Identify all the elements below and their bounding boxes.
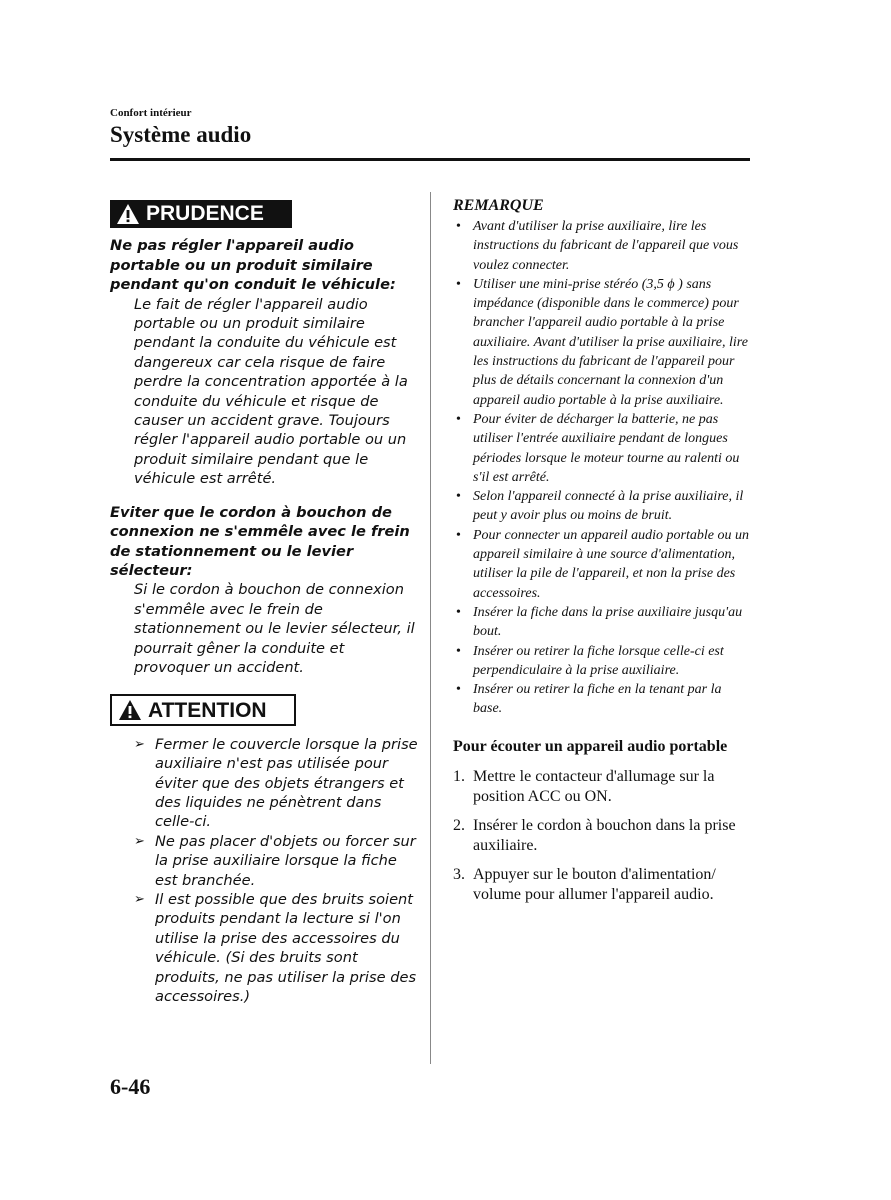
prudence-label [110, 200, 292, 228]
remarque-item [453, 410, 753, 487]
prudence-text-2: Si le cordon à bouchon de connexion s'emmêle avec le frein de stationnement ou le levier sélecteur, il pourrait gêner la conduite et provoquer un accident. [134, 581, 415, 676]
bullet-icon: • [456, 411, 461, 427]
prudence-lead-1: Ne pas régler l'appareil audio portable ou un produit similaire pendant qu'on conduit le véhicule: [110, 237, 396, 294]
header-rule [110, 158, 750, 161]
remarque-item [453, 603, 753, 642]
prudence-lead-2: Eviter que le cordon à bouchon de connexion ne s'emmêle avec le frein de stationnement ou le levier sélecteur: [110, 503, 410, 579]
step-text: Appuyer sur le bouton d'alimentation/ volume pour allumer l'appareil audio. [473, 866, 716, 904]
arrow-bullet-icon: ➢ [134, 736, 145, 752]
section-heading: Pour écouter un appareil audio portable [453, 737, 728, 755]
attention-item-text: Il est possible que des bruits soient produits pendant la lecture si l'on utilise la prise des accessoires du véhicule. (Si des bruits sont produits, ne pas utiliser la prise des accessoires.) [155, 891, 417, 1006]
remarque-item [453, 680, 753, 719]
warning-icon [118, 699, 142, 721]
step-number: 1. [453, 768, 465, 786]
remarque-item-text: Pour éviter de décharger la batterie, ne pas utiliser l'entrée auxiliaire pendant de longues périodes lorsque le moteur tourne au ralenti ou s'il est arrêté. [473, 411, 740, 485]
prudence-text-1: Le fait de régler l'appareil audio portable ou un produit similaire pendant la conduite du véhicule est dangereux car cela risque de faire perdre la concentration apportée à la conduite du véhicule et risque de causer un accident grave. Toujours régler l'appareil audio portable ou un produit similaire pendant que le véhicule est arrêté. [134, 295, 408, 488]
remarque-item [453, 526, 753, 603]
step-item [453, 767, 753, 807]
remarque-list [453, 217, 753, 719]
step-item [453, 816, 753, 856]
attention-item-text: Fermer le couvercle lorsque la prise auxiliaire n'est pas utilisée pour éviter que des objets étrangers et des liquides ne pénètrent dans celle-ci. [155, 735, 418, 831]
arrow-bullet-icon: ➢ [134, 892, 145, 907]
bullet-icon: • [456, 219, 461, 234]
section-label: Confort intérieur [110, 107, 192, 119]
remarque-item-text: Pour connecter un appareil audio portable ou un appareil similaire à une source d'alimentation, utiliser la pile de l'appareil, et non la prise des accessoires. [473, 527, 749, 601]
remarque-item-text: Selon l'appareil connecté à la prise auxiliaire, il peut y avoir plus ou moins de bruit. [473, 489, 744, 524]
prudence-label-text: PRUDENCE [146, 202, 264, 226]
remarque-item [453, 275, 753, 410]
remarque-item-text: Avant d'utiliser la prise auxiliaire, lire les instructions du fabricant de l'appareil que vous voulez connecter. [473, 219, 739, 273]
page-number: 6-46 [110, 1074, 151, 1099]
steps-list [453, 767, 753, 905]
attention-item [134, 890, 420, 1006]
remarque-item [453, 642, 753, 681]
arrow-bullet-icon: ➢ [134, 833, 145, 849]
column-divider [430, 192, 431, 1064]
remarque-item-text: Utiliser une mini-prise stéréo (3,5 ϕ ) sans impédance (disponible dans le commerce) pour brancher l'appareil audio portable à la prise auxiliaire. Avant d'utiliser la prise auxiliaire, lire les instructions du fabricant de l'appareil pour plus de détails concernant la connexion d'un appareil audio portable à la prise auxiliaire. [473, 276, 748, 408]
attention-item-text: Ne pas placer d'objets ou forcer sur la prise auxiliaire lorsque la fiche est branchée. [155, 832, 416, 889]
warning-icon [116, 203, 140, 225]
step-text: Insérer le cordon à bouchon dans la prise auxiliaire. [473, 817, 736, 855]
attention-label [110, 694, 296, 726]
page-title: Système audio [110, 122, 252, 147]
bullet-icon: • [456, 643, 461, 659]
remarque-item-text: Insérer la fiche dans la prise auxiliaire jusqu'au bout. [473, 604, 743, 640]
remarque-item [453, 217, 753, 275]
remarque-item [453, 487, 753, 526]
attention-label-text: ATTENTION [148, 698, 267, 722]
step-number: 3. [453, 866, 465, 884]
bullet-icon: • [456, 527, 461, 543]
step-text: Mettre le contacteur d'allumage sur la position ACC ou ON. [473, 768, 715, 806]
attention-item [134, 735, 420, 832]
right-column [453, 197, 753, 914]
bullet-icon: • [456, 276, 461, 292]
attention-list [110, 735, 420, 1007]
left-column [110, 200, 420, 1006]
attention-item [134, 832, 420, 890]
step-number: 2. [453, 817, 465, 835]
bullet-icon: • [456, 682, 461, 698]
bullet-icon: • [456, 604, 461, 620]
bullet-icon: • [456, 489, 461, 505]
step-item [453, 865, 753, 905]
remarque-title: REMARQUE [453, 197, 544, 214]
remarque-item-text: Insérer ou retirer la fiche lorsque celle-ci est perpendiculaire à la prise auxiliaire. [473, 643, 724, 678]
remarque-item-text: Insérer ou retirer la fiche en la tenant par la base. [473, 682, 722, 717]
